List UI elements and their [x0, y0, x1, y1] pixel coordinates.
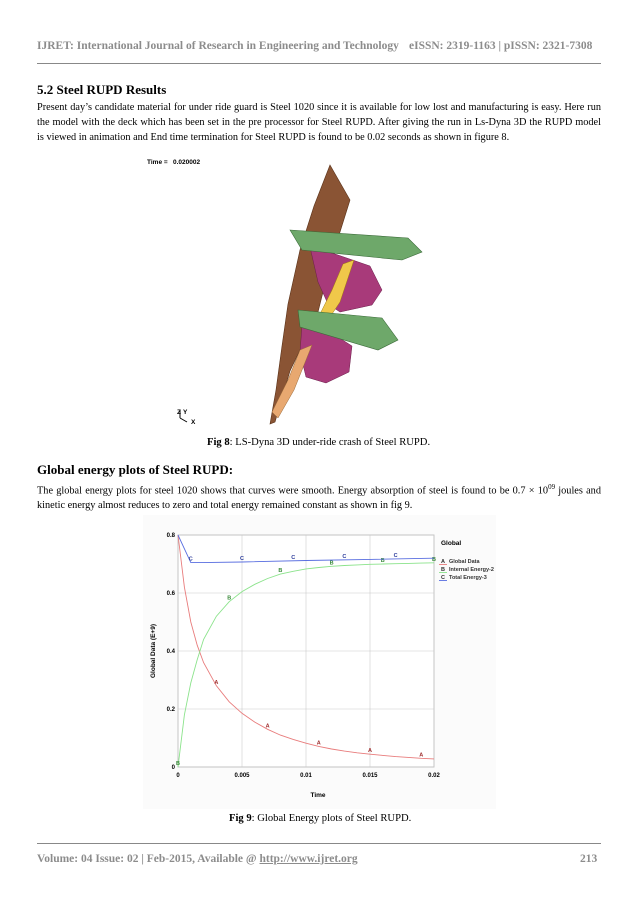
- series-marker-c: C: [188, 556, 193, 563]
- journal-header: IJRET: International Journal of Research in Engineering and Technology: [37, 40, 399, 52]
- x-tick-label: 0.01: [300, 773, 312, 779]
- series-marker-a: A: [214, 679, 219, 686]
- y-axis-label: Global Data (E+9): [150, 624, 157, 678]
- energy-para-part1: The global energy plots for steel 1020 shows that curves were smooth. Energy absorption of steel is found to be 0.7 × 10: [37, 485, 549, 497]
- legend-letter-a: A: [441, 559, 445, 565]
- fig8-caption-text: : LS-Dyna 3D under-ride crash of Steel RUPD.: [229, 437, 431, 448]
- figure-8-caption: [207, 437, 430, 448]
- energy-chart: [143, 515, 496, 809]
- series-marker-a: A: [368, 748, 372, 755]
- footer-url-link[interactable]: http://www.ijret.org: [259, 853, 358, 865]
- time-value: 0.020002: [173, 159, 201, 166]
- x-tick-label: 0.005: [234, 773, 250, 779]
- series-marker-c: C: [393, 552, 398, 559]
- figure-9: [143, 515, 496, 809]
- section-heading: 5.2 Steel RUPD Results: [37, 82, 167, 97]
- crash-render-image: [140, 152, 500, 435]
- legend-entry-c: Total Energy-3: [449, 575, 487, 581]
- time-label: Time =: [147, 159, 168, 166]
- page-number: 213: [580, 853, 598, 865]
- figure-8: [140, 152, 500, 435]
- series-marker-a: A: [265, 723, 270, 730]
- x-axis-label: Time: [310, 792, 326, 799]
- series-marker-b: B: [329, 560, 334, 567]
- fig8-label: Fig 8: [207, 437, 230, 448]
- issn-header: eISSN: 2319-1163 | pISSN: 2321-7308: [409, 40, 593, 52]
- series-marker-b: B: [432, 556, 436, 563]
- series-marker-b: B: [380, 558, 385, 564]
- energy-paragraph: [37, 480, 601, 513]
- fig9-label: Fig 9: [229, 813, 252, 824]
- legend-entry-a: Global Data: [449, 559, 480, 565]
- y-tick-label: 0.8: [166, 533, 175, 539]
- legend-entry-b: Internal Energy-2: [449, 567, 494, 573]
- axis-y-label: Y: [183, 409, 188, 416]
- axis-x-label: X: [191, 419, 196, 426]
- y-tick-label: 0: [171, 765, 175, 771]
- fig9-caption-text: : Global Energy plots of Steel RUPD.: [251, 813, 412, 824]
- axis-triad-x: [180, 418, 187, 422]
- header-rule: [37, 63, 601, 64]
- x-tick-label: 0.02: [428, 773, 440, 779]
- energy-heading: Global energy plots of Steel RUPD:: [37, 462, 234, 477]
- series-marker-c: C: [342, 553, 347, 560]
- series-marker-a: A: [419, 752, 424, 759]
- figure-9-caption: [229, 813, 411, 824]
- y-tick-label: 0.2: [166, 707, 175, 713]
- section-paragraph: Present day’s candidate material for under ride guard is Steel 1020 since it is available for low lost and manufacturing is easy. Here run the model with the deck which has been set in the pre processor for Steel RUPD. After giving the run in Ls-Dyna 3D the RUPD model is viewed in animation and End time termination for Steel RUPD is found to be 0.02 seconds as shown in figure 8.: [37, 102, 601, 143]
- footer-rule: [37, 843, 601, 844]
- y-tick-label: 0.6: [166, 591, 175, 597]
- axis-z-label: Z: [177, 409, 181, 416]
- y-tick-label: 0.4: [166, 649, 175, 655]
- series-marker-a: A: [316, 740, 321, 747]
- series-marker-b: B: [278, 568, 283, 575]
- energy-exponent: 09: [548, 483, 556, 491]
- series-marker-b: B: [227, 595, 232, 602]
- x-tick-label: 0.015: [362, 773, 378, 779]
- series-marker-c: C: [240, 555, 244, 562]
- footer-volume: [37, 853, 358, 865]
- legend-letter-c: C: [441, 575, 445, 581]
- series-marker-c: C: [291, 554, 296, 561]
- legend-letter-b: B: [441, 567, 445, 573]
- legend-title: Global: [441, 540, 462, 547]
- x-tick-label: 0: [176, 773, 180, 779]
- footer-volume-text: Volume: 04 Issue: 02 | Feb-2015, Available @: [37, 853, 260, 865]
- energy-para-part2: joules and kinetic energy almost reduces to zero and total energy remained constant as shown in fig 9.: [37, 485, 601, 512]
- series-marker-b: B: [176, 761, 180, 767]
